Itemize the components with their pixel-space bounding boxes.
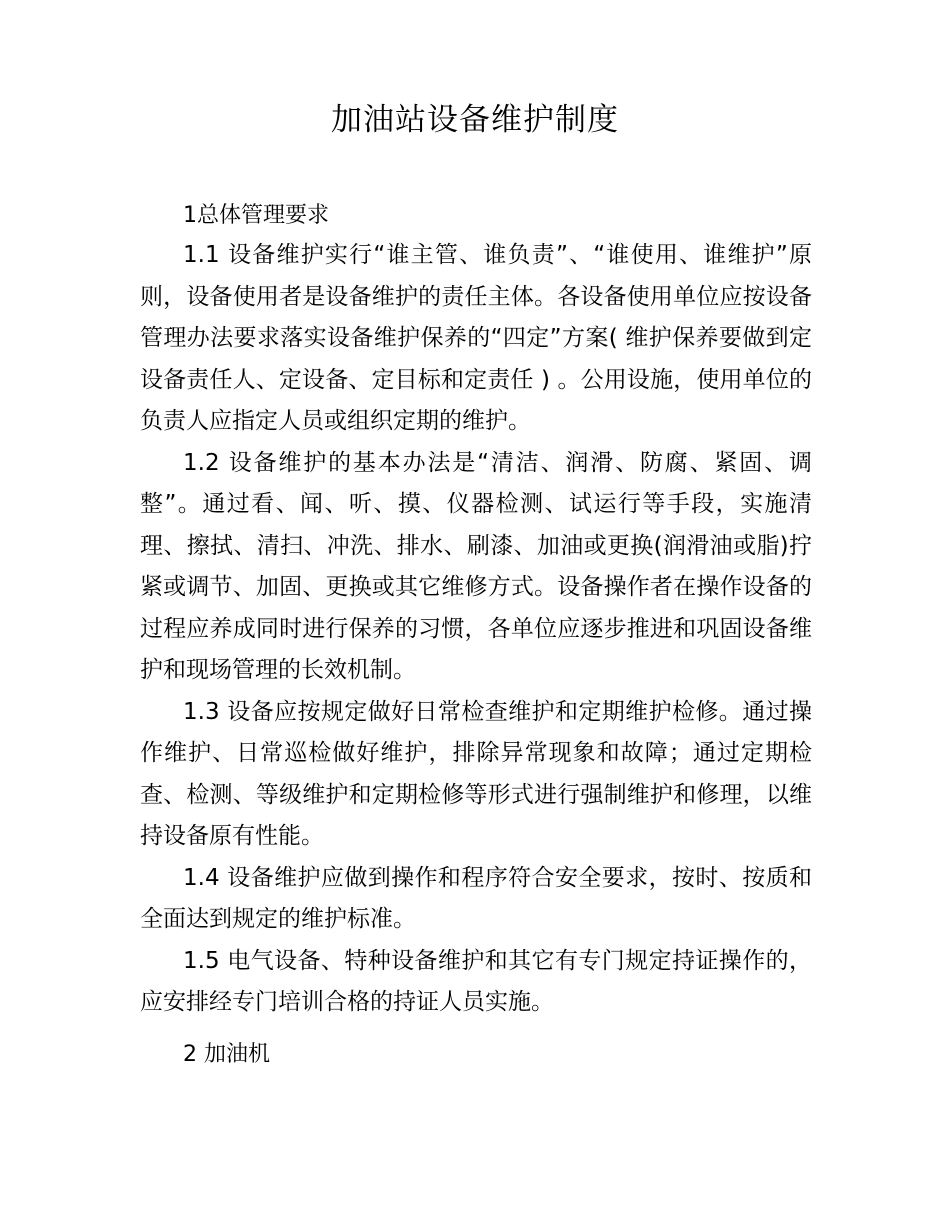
section-heading-2: 2 加油机	[183, 1042, 270, 1067]
paragraph-1-3: 1.3 设备应按规定做好日常检查维护和定期维护检修。通过操作维护、日常巡检做好维护，排除异常现象和故障；通过定期检查、检测、等级维护和定期检修等形式进行强制维护和修理，以维持设备原有性能。	[140, 698, 812, 849]
paragraph-1-2: 1.2 设备维护的基本办法是“清洁、润滑、防腐、紧固、调整”。通过看、闻、听、摸、仪器检测、试运行等手段，实施清理、擦拭、清扫、冲洗、排水、刷漆、加油或更换(润滑油或脂)拧紧或调节、加固、更换或其它维修方式。设备操作者在操作设备的过程应养成同时进行保养的习惯，各单位应逐步推进和巩固设备维护和现场管理的长效机制。	[140, 449, 812, 683]
paragraph-1-1: 1.1 设备维护实行“谁主管、谁负责”、“谁使用、谁维护”原则，设备使用者是设备维护的责任主体。各设备使用单位应按设备管理办法要求落实设备维护保养的“四定”方案( 维护保养要做到定设备责任人、定设备、定目标和定责任 ) 。公用设施，使用单位的负责人应指定人员或组织定期的维护。	[140, 242, 812, 434]
section-heading-1: 1总体管理要求	[183, 203, 329, 228]
paragraph-1-4: 1.4 设备维护应做到操作和程序符合安全要求，按时、按质和全面达到规定的维护标准。	[140, 864, 812, 932]
document-title: 加油站设备维护制度	[331, 102, 619, 138]
paragraph-1-5: 1.5 电气设备、特种设备维护和其它有专门规定持证操作的，应安排经专门培训合格的持证人员实施。	[140, 947, 812, 1015]
section-1-body	[140, 235, 812, 1024]
